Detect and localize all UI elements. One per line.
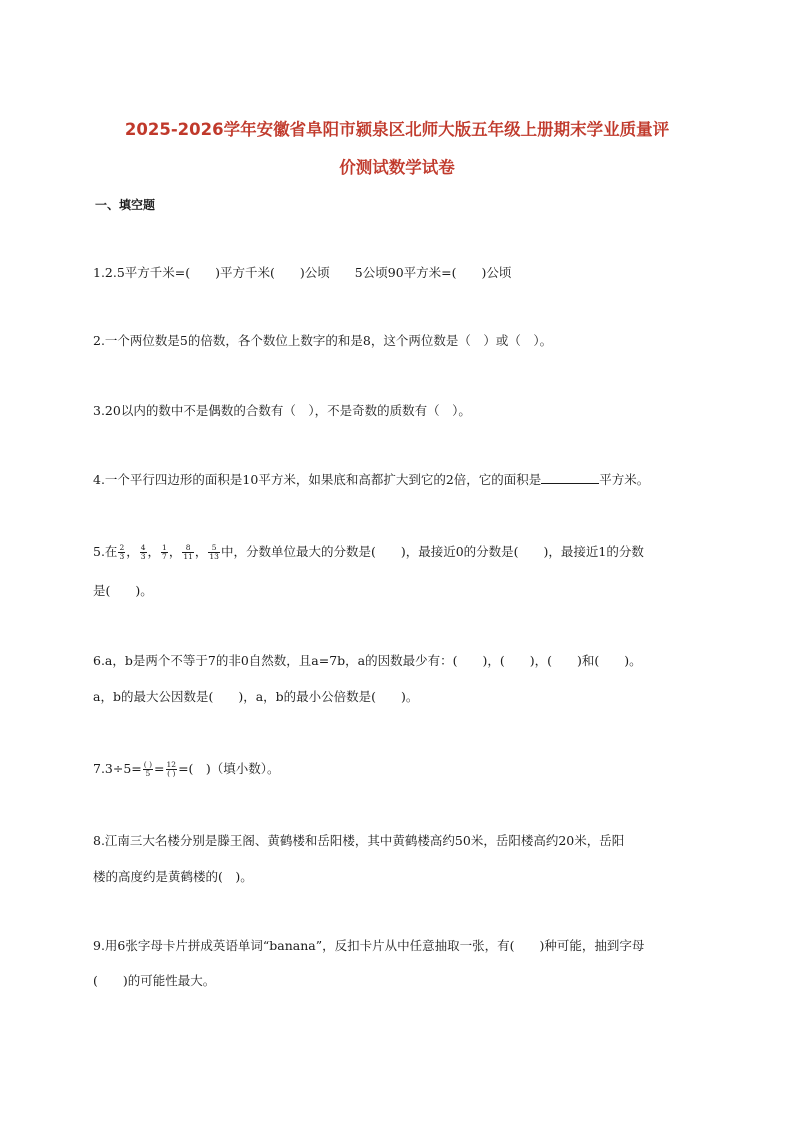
question-6-line-2: a，b的最大公因数是( )，a，b的最小公倍数是( )。 xyxy=(93,689,419,704)
fraction: $\frac{( )}{5}$ xyxy=(143,760,153,778)
question-9-line-2: ( )的可能性最大。 xyxy=(93,973,216,988)
question-8-line-2: 楼的高度约是黄鹤楼的( )。 xyxy=(93,869,253,884)
question-7: 7.3÷5= $\frac{( )}{5}$ = $\frac{12}{( )}$ =( )（填小数）。 xyxy=(93,760,280,778)
question-3: 3.20以内的数中不是偶数的合数有（ ），不是奇数的质数有（ ）。 xyxy=(93,403,471,418)
question-4-text: 4.一个平行四边形的面积是10平方米，如果底和高都扩大到它的2倍，它的面积是 xyxy=(93,472,542,487)
question-8-line-1: 8.江南三大名楼分别是滕王阁、黄鹤楼和岳阳楼，其中黄鹤楼高约50米，岳阳楼高约20米，岳阳 xyxy=(93,833,625,848)
fraction: $\frac{12}{( )}$ xyxy=(166,760,177,778)
question-5-text: 中，分数单位最大的分数是( )，最接近0的分数是( )，最接近1的分数 xyxy=(220,544,644,559)
fraction: $\frac{5}{13}$ xyxy=(209,543,219,561)
question-7-text: =( )（填小数）。 xyxy=(178,761,280,776)
question-5-line-2: 是( )。 xyxy=(93,583,153,598)
question-1: 1.2.5平方千米=( )平方千米( )公顷 5公顷90平方米=( )公顷 xyxy=(93,265,512,280)
answer-blank xyxy=(541,471,599,484)
fraction: $\frac{8}{11}$ xyxy=(183,543,193,561)
exam-title-line-1: 2025-2026学年安徽省阜阳市颍泉区北师大版五年级上册期末学业质量评 xyxy=(124,120,670,139)
question-4-unit: 平方米。 xyxy=(599,472,650,487)
question-2: 2.一个两位数是5的倍数，各个数位上数字的和是8，这个两位数是（ ）或（ ）。 xyxy=(93,333,553,348)
fraction: $\frac{1}{7}$ xyxy=(162,543,167,561)
fraction: $\frac{2}{3}$ xyxy=(119,543,125,561)
section-heading-fill-in: 一、填空题 xyxy=(95,198,156,212)
question-7-prefix: 7.3÷5= xyxy=(93,761,142,776)
question-5-prefix: 5.在 xyxy=(93,544,118,559)
question-9-line-1: 9.用6张字母卡片拼成英语单词“banana”，反扣卡片从中任意抽取一张，有( )种可能，抽到字母 xyxy=(93,938,645,953)
question-4 xyxy=(93,471,649,489)
fraction: $\frac{4}{3}$ xyxy=(140,543,146,561)
question-6-line-1: 6.a，b是两个不等于7的非0自然数，且a=7b，a的因数最少有：( )，( )，( )和( )。 xyxy=(93,653,642,668)
exam-title-line-2: 价测试数学试卷 xyxy=(339,158,455,177)
question-5: 5.在 $\frac{2}{3}$ ， $\frac{4}{3}$ ， $\frac{1}{7}$ ， $\frac{8}{11}$ ， $\frac{5}{13}$ 中，分数单位最大的分数是( )，最接近0的分数是( )，最接近1的分数 xyxy=(93,543,644,561)
